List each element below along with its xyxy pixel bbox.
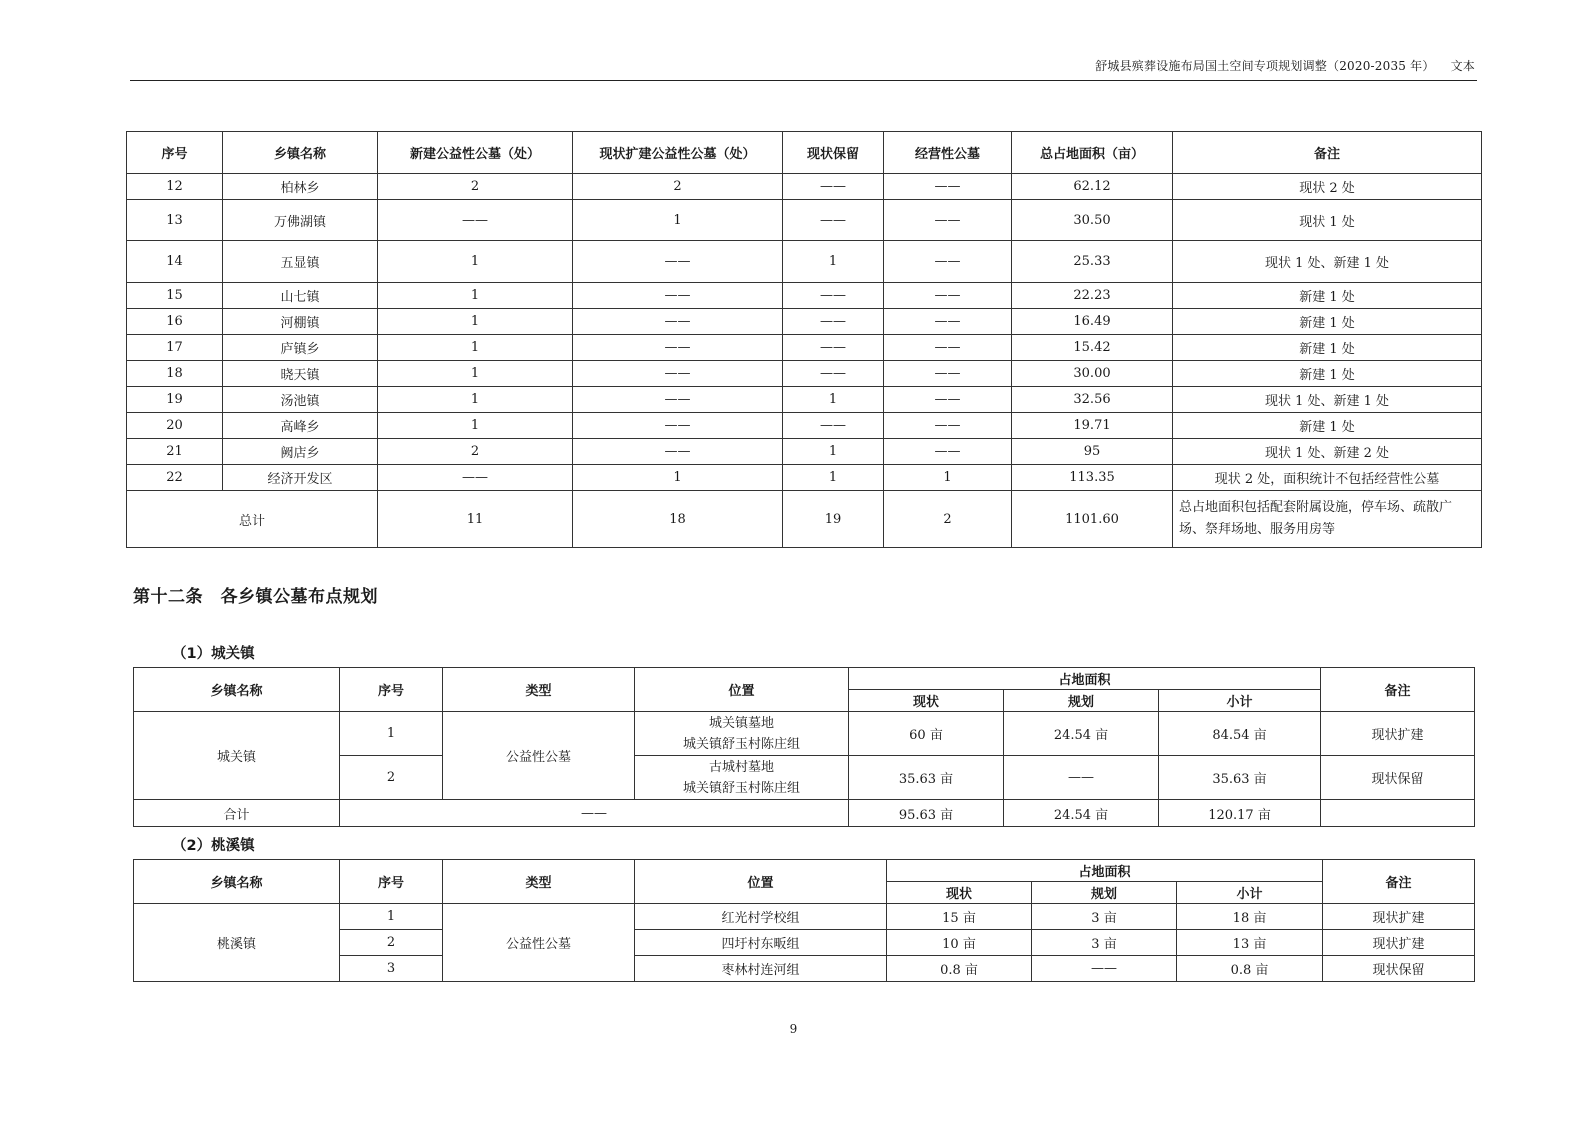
cell-commercial: —— xyxy=(884,413,1012,439)
cell-note: 现状保留 xyxy=(1323,956,1475,982)
cell-town: 山七镇 xyxy=(223,283,378,309)
total-planned: 24.54 亩 xyxy=(1004,800,1159,827)
col-header-current: 现状 xyxy=(887,882,1032,904)
cell-expand-public: 1 xyxy=(573,465,783,491)
col-header-planned: 规划 xyxy=(1032,882,1177,904)
cell-no: 16 xyxy=(127,309,223,335)
col-header-area: 总占地面积（亩） xyxy=(1012,132,1173,174)
section-title: 第十二条 各乡镇公墓布点规划 xyxy=(133,587,378,607)
cell-planned: 3 亩 xyxy=(1032,930,1177,956)
cell-town: 城关镇 xyxy=(134,712,340,800)
cell-town: 晓天镇 xyxy=(223,361,378,387)
cell-town: 阙店乡 xyxy=(223,439,378,465)
total-current: 95.63 亩 xyxy=(849,800,1004,827)
cell-expand-public: —— xyxy=(573,361,783,387)
taoxi-title: （2）桃溪镇 xyxy=(172,838,255,854)
cell-location xyxy=(635,756,849,800)
cell-commercial: 1 xyxy=(884,465,1012,491)
cell-current: 15 亩 xyxy=(887,904,1032,930)
cell-no: 17 xyxy=(127,335,223,361)
total-new-public: 11 xyxy=(378,491,573,548)
cell-note: 现状 2 处，面积统计不包括经营性公墓 xyxy=(1173,465,1482,491)
cell-current: 0.8 亩 xyxy=(887,956,1032,982)
cell-note: 现状 1 处、新建 1 处 xyxy=(1173,241,1482,283)
total-note: 总占地面积包括配套附属设施，停车场、疏散广场、祭拜场地、服务用房等 xyxy=(1173,491,1482,548)
cell-note: 现状扩建 xyxy=(1323,930,1475,956)
col-header-planned: 规划 xyxy=(1004,690,1159,712)
cell-commercial: —— xyxy=(884,387,1012,413)
cell-keep: —— xyxy=(783,283,884,309)
col-header-note: 备注 xyxy=(1321,668,1475,712)
cell-new-public: 1 xyxy=(378,413,573,439)
cell-commercial: —— xyxy=(884,174,1012,200)
cell-no: 2 xyxy=(340,756,443,800)
cell-planned: 24.54 亩 xyxy=(1004,712,1159,756)
cell-no: 14 xyxy=(127,241,223,283)
cell-no: 15 xyxy=(127,283,223,309)
table-row xyxy=(127,361,1482,387)
summary-table xyxy=(126,131,1482,548)
cell-keep: —— xyxy=(783,200,884,241)
cell-new-public: 2 xyxy=(378,174,573,200)
cell-area: 25.33 xyxy=(1012,241,1173,283)
cell-expand-public: —— xyxy=(573,335,783,361)
cell-type: 公益性公墓 xyxy=(443,712,635,800)
cell-keep: 1 xyxy=(783,439,884,465)
col-header-location: 位置 xyxy=(635,860,887,904)
cell-location: 枣林村连河组 xyxy=(635,956,887,982)
col-header-keep: 现状保留 xyxy=(783,132,884,174)
col-header-subtotal: 小计 xyxy=(1177,882,1323,904)
total-expand-public: 18 xyxy=(573,491,783,548)
cell-area: 30.00 xyxy=(1012,361,1173,387)
cell-no: 22 xyxy=(127,465,223,491)
table-row xyxy=(127,387,1482,413)
location-detail: 城关镇舒玉村陈庄组 xyxy=(682,736,800,752)
cell-no: 21 xyxy=(127,439,223,465)
cell-expand-public: —— xyxy=(573,241,783,283)
cell-new-public: 1 xyxy=(378,387,573,413)
cell-new-public: —— xyxy=(378,200,573,241)
col-header-subtotal: 小计 xyxy=(1159,690,1321,712)
cell-new-public: 1 xyxy=(378,283,573,309)
cell-area: 62.12 xyxy=(1012,174,1173,200)
cell-no: 1 xyxy=(340,712,443,756)
cell-area: 95 xyxy=(1012,439,1173,465)
col-header-note: 备注 xyxy=(1173,132,1482,174)
cell-expand-public: —— xyxy=(573,413,783,439)
col-header-current: 现状 xyxy=(849,690,1004,712)
cell-keep: —— xyxy=(783,309,884,335)
table-row xyxy=(134,712,1475,756)
table-row xyxy=(127,439,1482,465)
cell-no: 3 xyxy=(340,956,443,982)
table-row xyxy=(127,335,1482,361)
cell-note: 现状 1 处 xyxy=(1173,200,1482,241)
cell-expand-public: —— xyxy=(573,309,783,335)
cell-commercial: —— xyxy=(884,241,1012,283)
cell-note: 现状 2 处 xyxy=(1173,174,1482,200)
cell-keep: 1 xyxy=(783,387,884,413)
cell-area: 15.42 xyxy=(1012,335,1173,361)
cell-town: 桃溪镇 xyxy=(134,904,340,982)
cell-note: 新建 1 处 xyxy=(1173,283,1482,309)
table-row xyxy=(127,413,1482,439)
cell-current: 60 亩 xyxy=(849,712,1004,756)
col-header-no: 序号 xyxy=(340,860,443,904)
total-label: 合计 xyxy=(134,800,340,827)
col-header-town: 乡镇名称 xyxy=(134,668,340,712)
cell-town: 高峰乡 xyxy=(223,413,378,439)
header-rule xyxy=(130,80,1477,81)
cell-location: 四圩村东畈组 xyxy=(635,930,887,956)
cell-town: 庐镇乡 xyxy=(223,335,378,361)
cell-new-public: 1 xyxy=(378,361,573,387)
col-header-town: 乡镇名称 xyxy=(223,132,378,174)
cell-no: 2 xyxy=(340,930,443,956)
cell-keep: —— xyxy=(783,413,884,439)
taoxi-table xyxy=(133,859,1475,982)
col-header-type: 类型 xyxy=(443,860,635,904)
cell-note: 现状扩建 xyxy=(1321,712,1475,756)
cell-area: 113.35 xyxy=(1012,465,1173,491)
col-header-type: 类型 xyxy=(443,668,635,712)
cell-expand-public: —— xyxy=(573,283,783,309)
cell-commercial: —— xyxy=(884,361,1012,387)
cell-subtotal: 84.54 亩 xyxy=(1159,712,1321,756)
cell-area: 30.50 xyxy=(1012,200,1173,241)
col-header-location: 位置 xyxy=(635,668,849,712)
cell-new-public: 2 xyxy=(378,439,573,465)
cell-commercial: —— xyxy=(884,283,1012,309)
cell-keep: —— xyxy=(783,335,884,361)
cell-keep: —— xyxy=(783,174,884,200)
total-label: 总计 xyxy=(127,491,378,548)
cell-subtotal: 18 亩 xyxy=(1177,904,1323,930)
cell-note: 新建 1 处 xyxy=(1173,335,1482,361)
cell-note: 现状 1 处、新建 2 处 xyxy=(1173,439,1482,465)
cell-commercial: —— xyxy=(884,200,1012,241)
cell-expand-public: —— xyxy=(573,387,783,413)
cell-no: 13 xyxy=(127,200,223,241)
cell-note: 新建 1 处 xyxy=(1173,361,1482,387)
cell-note: 现状扩建 xyxy=(1323,904,1475,930)
cell-new-public: —— xyxy=(378,465,573,491)
total-row xyxy=(134,800,1475,827)
cell-keep: 1 xyxy=(783,241,884,283)
col-header-commercial: 经营性公墓 xyxy=(884,132,1012,174)
cell-commercial: —— xyxy=(884,335,1012,361)
cell-location xyxy=(635,712,849,756)
cell-type: 公益性公墓 xyxy=(443,904,635,982)
total-keep: 19 xyxy=(783,491,884,548)
table-row xyxy=(127,283,1482,309)
cell-subtotal: 35.63 亩 xyxy=(1159,756,1321,800)
cell-planned: —— xyxy=(1032,956,1177,982)
col-header-expand-public: 现状扩建公益性公墓（处） xyxy=(573,132,783,174)
cell-subtotal: 13 亩 xyxy=(1177,930,1323,956)
cell-note: 现状 1 处、新建 1 处 xyxy=(1173,387,1482,413)
table-row xyxy=(127,200,1482,241)
cell-area: 32.56 xyxy=(1012,387,1173,413)
cell-keep: —— xyxy=(783,361,884,387)
location-detail: 城关镇舒玉村陈庄组 xyxy=(682,780,800,796)
cell-current: 35.63 亩 xyxy=(849,756,1004,800)
table-row xyxy=(134,904,1475,930)
table-row xyxy=(127,174,1482,200)
cell-town: 汤池镇 xyxy=(223,387,378,413)
col-header-town: 乡镇名称 xyxy=(134,860,340,904)
document-header: 舒城县殡葬设施布局国土空间专项规划调整（2020-2035 年） 文本 xyxy=(1095,59,1475,73)
total-row xyxy=(127,491,1482,548)
total-note xyxy=(1321,800,1475,827)
chengguan-table xyxy=(133,667,1475,827)
cell-commercial: —— xyxy=(884,439,1012,465)
table-row xyxy=(127,241,1482,283)
location-name: 古城村墓地 xyxy=(708,759,774,775)
cell-no: 19 xyxy=(127,387,223,413)
header-row xyxy=(134,668,1475,690)
total-dash: —— xyxy=(340,800,849,827)
cell-town: 万佛湖镇 xyxy=(223,200,378,241)
cell-planned: 3 亩 xyxy=(1032,904,1177,930)
cell-planned: —— xyxy=(1004,756,1159,800)
cell-no: 18 xyxy=(127,361,223,387)
cell-new-public: 1 xyxy=(378,241,573,283)
cell-town: 柏林乡 xyxy=(223,174,378,200)
header-row xyxy=(134,860,1475,882)
cell-new-public: 1 xyxy=(378,335,573,361)
cell-location: 红光村学校组 xyxy=(635,904,887,930)
cell-no: 1 xyxy=(340,904,443,930)
cell-keep: 1 xyxy=(783,465,884,491)
page-number: 9 xyxy=(789,1022,798,1036)
cell-no: 12 xyxy=(127,174,223,200)
cell-no: 20 xyxy=(127,413,223,439)
cell-note: 现状保留 xyxy=(1321,756,1475,800)
cell-expand-public: —— xyxy=(573,439,783,465)
col-header-area: 占地面积 xyxy=(887,860,1323,882)
col-header-note: 备注 xyxy=(1323,860,1475,904)
cell-note: 新建 1 处 xyxy=(1173,413,1482,439)
location-name: 城关镇墓地 xyxy=(708,715,774,731)
cell-note: 新建 1 处 xyxy=(1173,309,1482,335)
col-header-no: 序号 xyxy=(340,668,443,712)
table-row xyxy=(127,465,1482,491)
chengguan-title: （1）城关镇 xyxy=(172,646,255,662)
cell-town: 河棚镇 xyxy=(223,309,378,335)
total-subtotal: 120.17 亩 xyxy=(1159,800,1321,827)
col-header-new-public: 新建公益性公墓（处） xyxy=(378,132,573,174)
cell-expand-public: 1 xyxy=(573,200,783,241)
cell-area: 16.49 xyxy=(1012,309,1173,335)
cell-new-public: 1 xyxy=(378,309,573,335)
summary-header-row xyxy=(127,132,1482,174)
cell-commercial: —— xyxy=(884,309,1012,335)
table-row xyxy=(127,309,1482,335)
col-header-no: 序号 xyxy=(127,132,223,174)
cell-current: 10 亩 xyxy=(887,930,1032,956)
cell-subtotal: 0.8 亩 xyxy=(1177,956,1323,982)
cell-area: 22.23 xyxy=(1012,283,1173,309)
cell-town: 经济开发区 xyxy=(223,465,378,491)
total-commercial: 2 xyxy=(884,491,1012,548)
cell-area: 19.71 xyxy=(1012,413,1173,439)
cell-town: 五显镇 xyxy=(223,241,378,283)
col-header-area: 占地面积 xyxy=(849,668,1321,690)
cell-expand-public: 2 xyxy=(573,174,783,200)
total-area: 1101.60 xyxy=(1012,491,1173,548)
